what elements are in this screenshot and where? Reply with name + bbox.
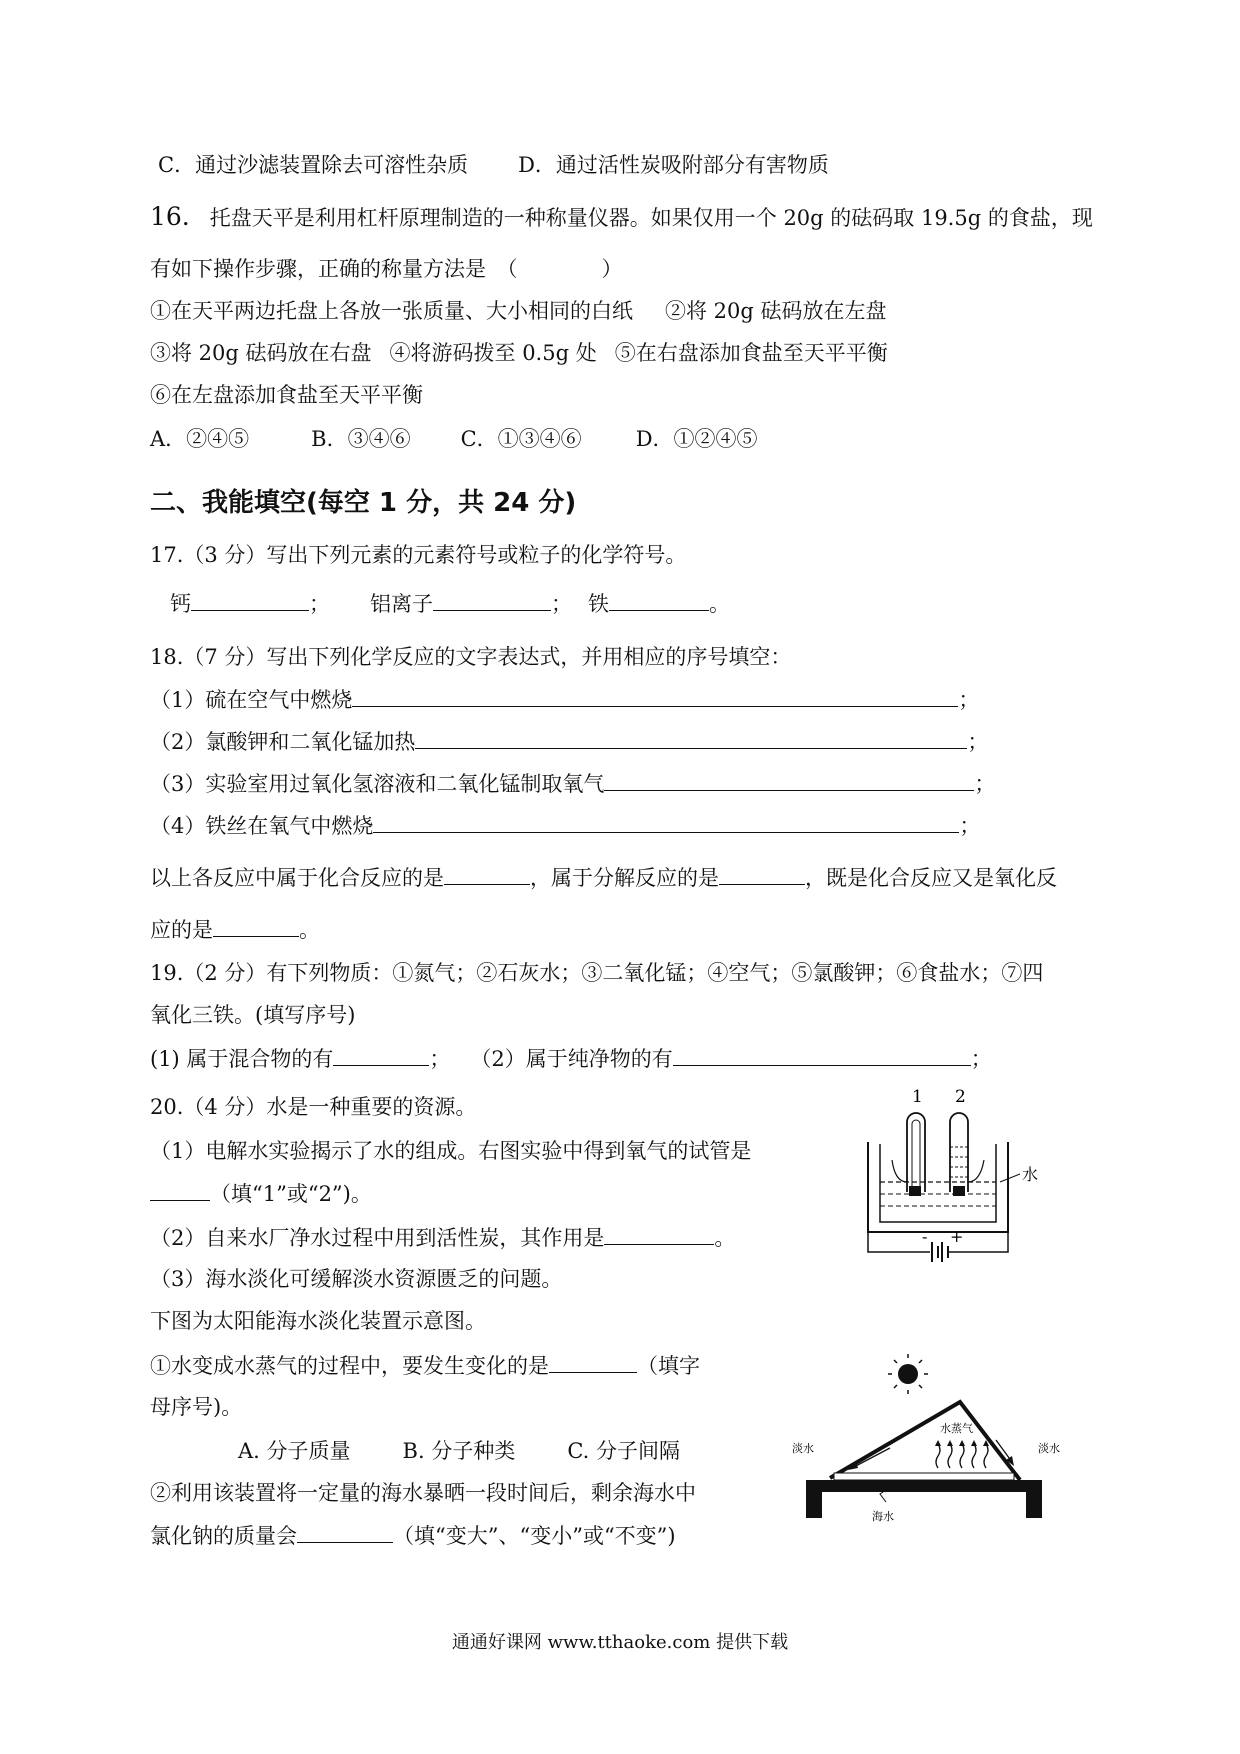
q17-blank-2[interactable]	[433, 588, 551, 611]
q16-step-3: ③将 20g 砝码放在右盘	[150, 341, 372, 365]
q19-blank-mixture[interactable]	[333, 1043, 429, 1066]
plus-sign: +	[950, 1227, 964, 1246]
q16-step-5: ⑤在右盘添加食盐至天平平衡	[614, 341, 888, 365]
q17-stem: 17.（3 分）写出下列元素的元素符号或粒子的化学符号。	[150, 543, 687, 567]
q20-blank-change[interactable]	[549, 1350, 637, 1373]
q16-option-c: C．①③④⑥	[460, 427, 582, 451]
q19-stem-2: 氧化三铁。(填写序号)	[150, 1003, 356, 1027]
q17-blank-3[interactable]	[609, 588, 709, 611]
seawater-label: 海水	[872, 1510, 894, 1523]
q20-blank-carbon[interactable]	[604, 1222, 714, 1245]
desalination-diagram	[790, 1340, 1080, 1530]
q16-stem-1: 托盘天平是利用杠杆原理制造的一种称量仪器。如果仅用一个 20g 的砝码取 19.5g 的食盐，现	[209, 206, 1093, 230]
q16-options	[150, 424, 758, 454]
q18-item-3: （3）实验室用过氧化氢溶液和二氧化锰制取氧气 ；	[150, 768, 995, 799]
q16-step-6: ⑥在左盘添加食盐至天平平衡	[150, 383, 423, 407]
vapor-label: 水蒸气	[940, 1422, 973, 1435]
q18-summary-line-1: 以上各反应中属于化合反应的是 ，属于分解反应的是 ，既是化合反应又是氧化反	[150, 862, 1057, 893]
q20-p3-b: 下图为太阳能海水淡化装置示意图。	[150, 1309, 486, 1333]
q20-blank-nacl[interactable]	[297, 1520, 393, 1543]
tube-2-label: 2	[955, 1087, 966, 1107]
q20-choice-c: C. 分子间隔	[567, 1439, 680, 1463]
q19-stem-1: 19.（2 分）有下列物质：①氮气；②石灰水；③二氧化锰；④空气；⑤氯酸钾；⑥食盐水；⑦四	[150, 961, 1044, 985]
q20-sub1: ①水变成水蒸气的过程中，要发生变化的是 （填字	[150, 1350, 700, 1381]
q16-step-1: ①在天平两边托盘上各放一张质量、大小相同的白纸	[150, 299, 633, 323]
footer: 通通好课网 www.tthaoke.com 提供下载	[451, 1632, 789, 1653]
q20-blank-tube[interactable]	[150, 1178, 210, 1201]
q17-item-aluminum-ion: 铝离子	[370, 592, 433, 616]
q16-steps-line-1	[150, 296, 887, 326]
q16-stem-line-1	[150, 202, 1093, 233]
electrolysis-diagram	[850, 1082, 1080, 1272]
water-label: 水	[1022, 1165, 1039, 1184]
q16-option-d: D．①②④⑤	[635, 427, 758, 451]
q20-choice-a: A. 分子质量	[238, 1439, 351, 1463]
q17-item-calcium: 钙	[170, 592, 191, 616]
q17-blanks: 钙 ； 铝离子 ； 铁 。	[170, 588, 730, 619]
q16-stem-2: 有如下操作步骤，正确的称量方法是 （ ）	[150, 257, 623, 281]
q18-summary-line-2: 应的是 。	[150, 914, 320, 945]
q16-steps-line-2	[150, 338, 888, 368]
q19-blank-pure[interactable]	[673, 1043, 971, 1066]
q16-number: 16.	[150, 202, 190, 231]
q18-stem: 18.（7 分）写出下列化学反应的文字表达式，并用相应的序号填空：	[150, 645, 792, 669]
q16-option-a: A．②④⑤	[150, 427, 250, 451]
q20-p2: （2）自来水厂净水过程中用到活性炭，其作用是 。	[150, 1222, 735, 1253]
q17-item-iron: 铁	[588, 592, 609, 616]
q17-blank-1[interactable]	[191, 588, 309, 611]
fresh-water-left-label: 淡水	[792, 1442, 814, 1455]
q20-choices	[238, 1436, 680, 1466]
q20-p1-line-2: （填“1”或“2”)。	[150, 1178, 372, 1209]
q18-blank-2[interactable]	[415, 726, 967, 749]
q18-blank-oxidation[interactable]	[213, 914, 299, 937]
q20-stem: 20.（4 分）水是一种重要的资源。	[150, 1095, 477, 1119]
q16-step-4: ④将游码拨至 0.5g 处	[389, 341, 597, 365]
q20-sub2-line-2: 氯化钠的质量会 （填“变大”、“变小”或“不变”)	[150, 1520, 676, 1551]
q16-step-2: ②将 20g 砝码放在左盘	[665, 299, 887, 323]
q18-blank-1[interactable]	[352, 684, 958, 707]
q15-option-d: D．通过活性炭吸附部分有害物质	[518, 153, 829, 177]
q18-item-2: （2）氯酸钾和二氧化锰加热 ；	[150, 726, 988, 757]
q18-blank-4[interactable]	[373, 810, 959, 833]
minus-sign: -	[922, 1227, 928, 1246]
q18-blank-decomposition[interactable]	[719, 862, 805, 885]
q20-sub1-c: 母序号)。	[150, 1395, 243, 1419]
q18-blank-3[interactable]	[604, 768, 974, 791]
q20-p1: （1）电解水实验揭示了水的组成。右图实验中得到氧气的试管是	[150, 1139, 752, 1163]
q16-option-b: B．③④⑥	[311, 427, 411, 451]
q19-parts: (1) 属于混合物的有 ； （2）属于纯净物的有 ；	[150, 1043, 992, 1074]
q15-option-c: C．通过沙滤装置除去可溶性杂质	[158, 153, 469, 177]
section-2-title: 二、我能填空(每空 1 分，共 24 分)	[150, 488, 577, 518]
tube-1-label: 1	[912, 1087, 923, 1107]
q18-blank-combination[interactable]	[444, 862, 530, 885]
q18-item-1: （1）硫在空气中燃烧 ；	[150, 684, 979, 715]
q15-options	[158, 150, 829, 180]
sun-icon	[888, 1354, 928, 1394]
fresh-water-right-label: 淡水	[1038, 1442, 1060, 1455]
q18-item-4: （4）铁丝在氧气中燃烧 ；	[150, 810, 980, 841]
q20-choice-b: B. 分子种类	[402, 1439, 516, 1463]
q20-p3: （3）海水淡化可缓解淡水资源匮乏的问题。	[150, 1267, 563, 1291]
q20-sub2: ②利用该装置将一定量的海水暴晒一段时间后，剩余海水中	[150, 1481, 696, 1505]
